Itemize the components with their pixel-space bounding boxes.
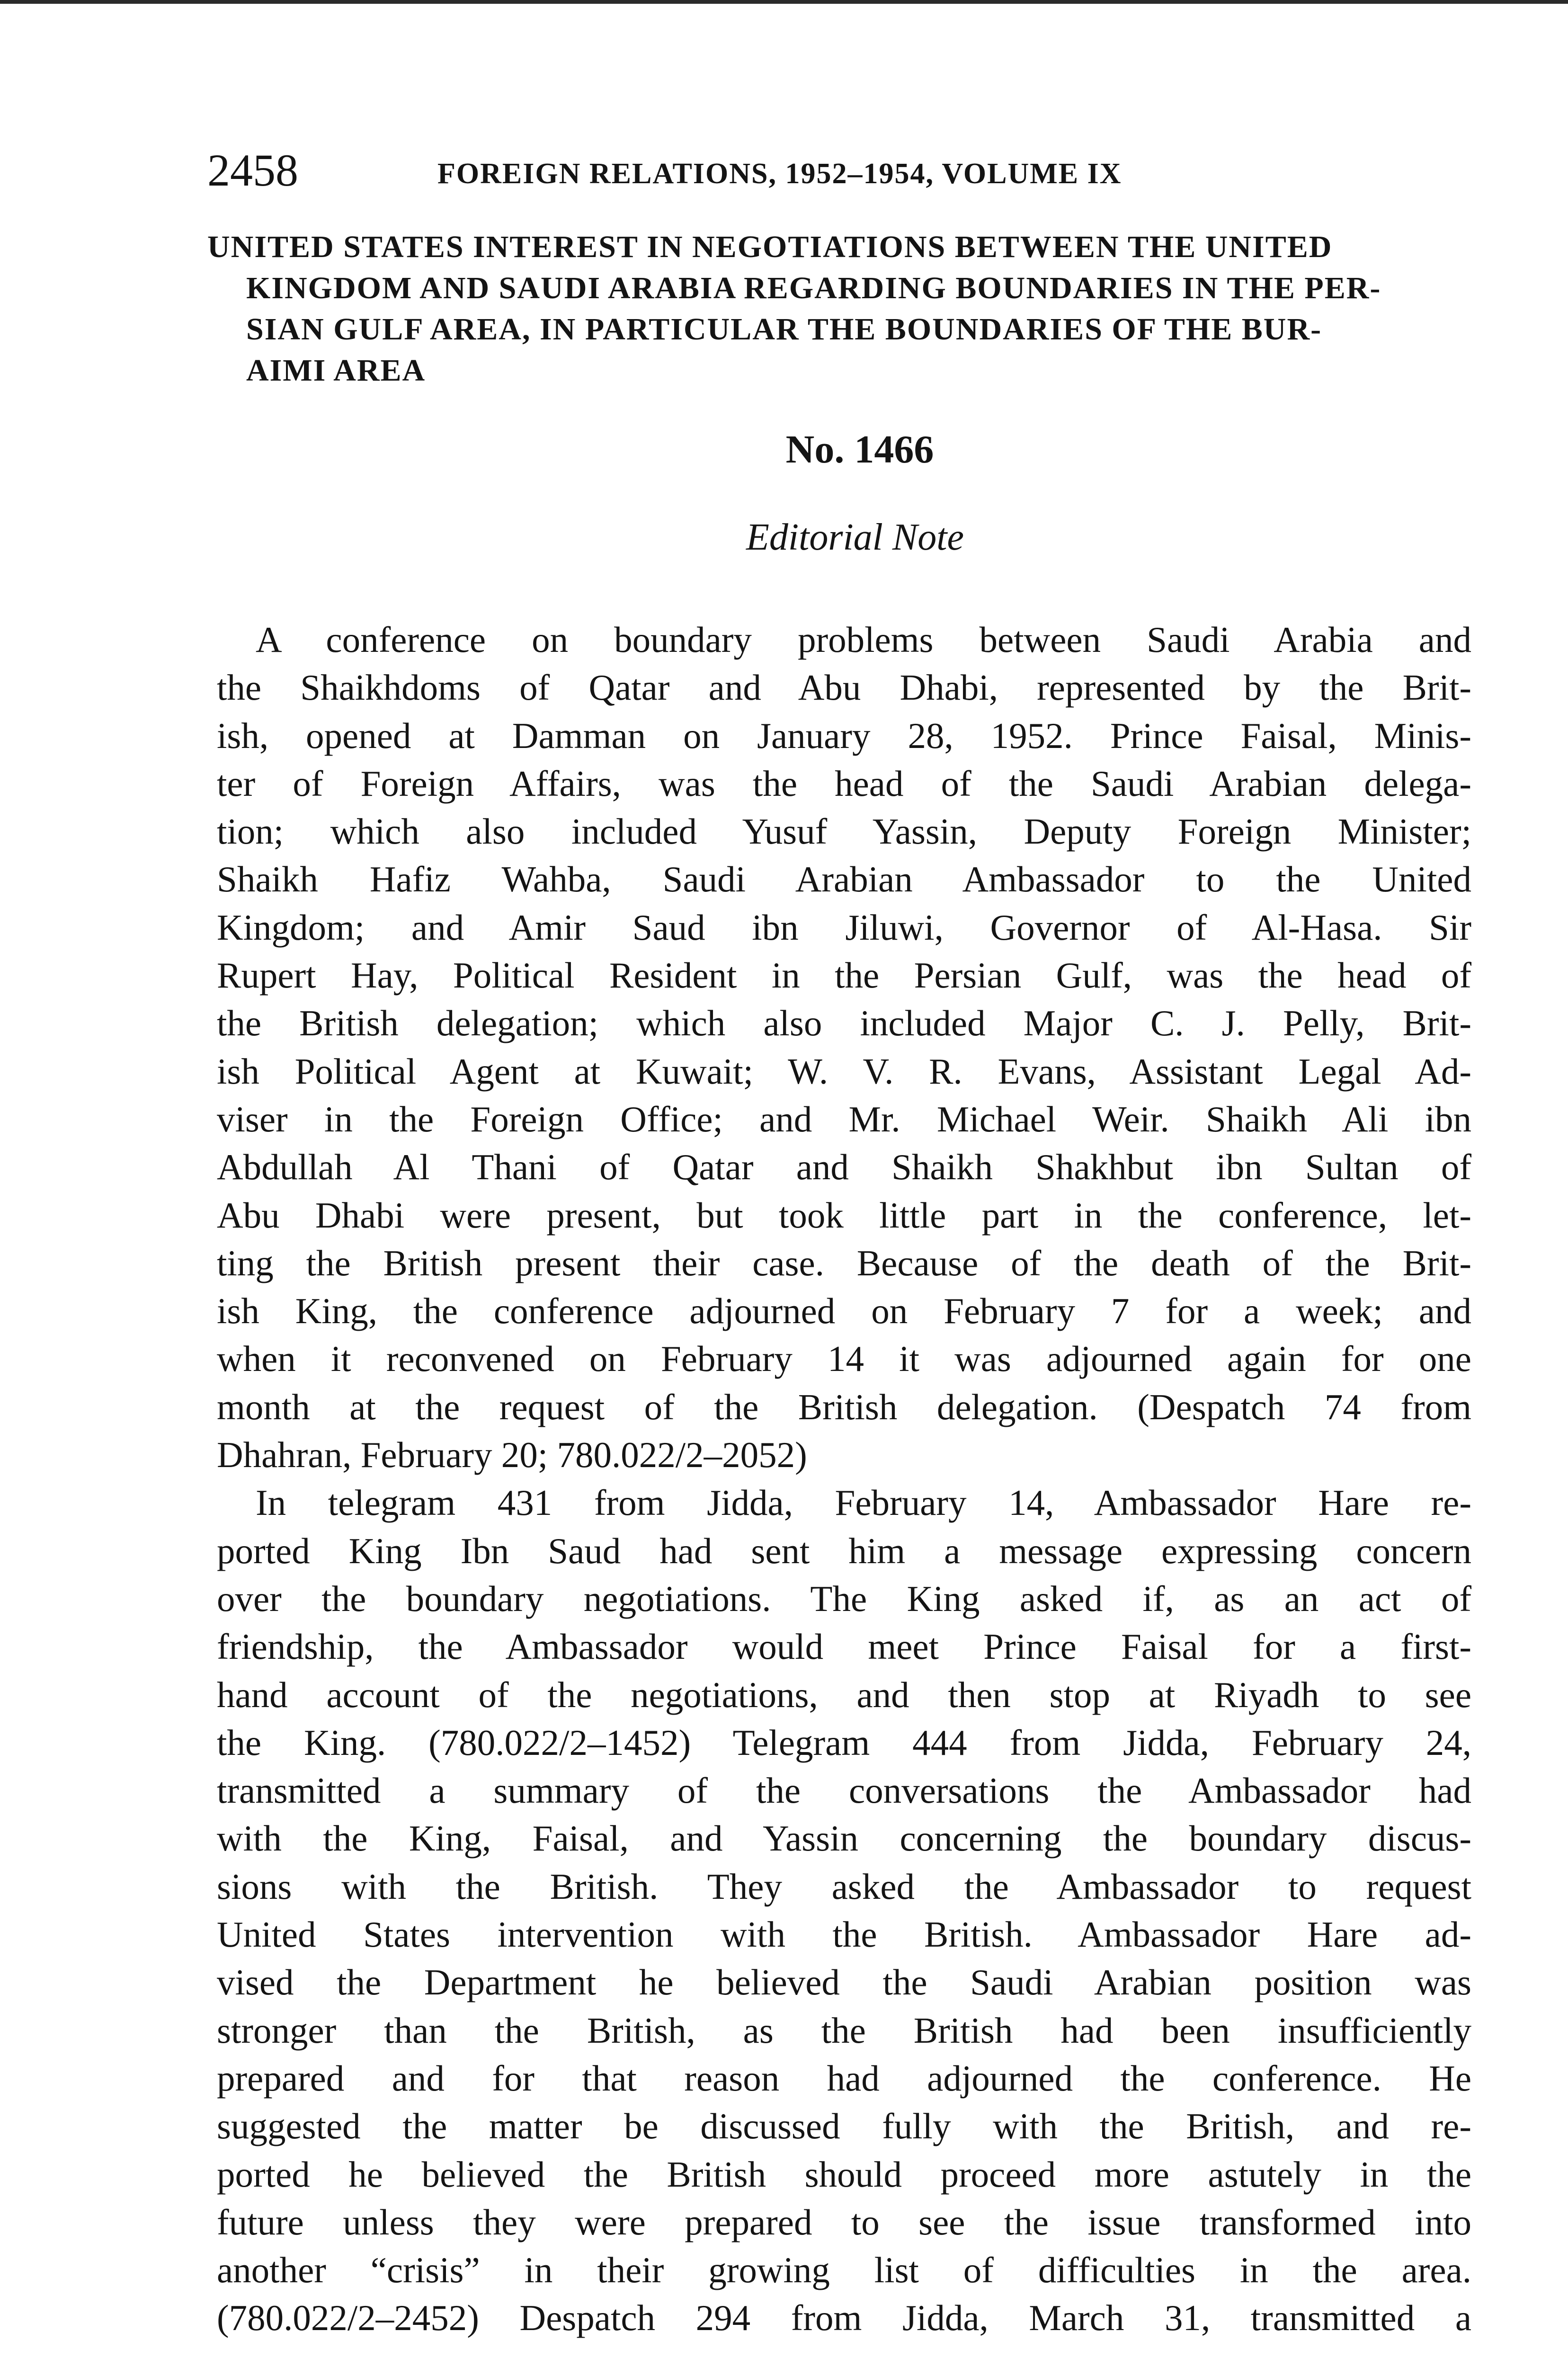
section-heading-line: UNITED STATES INTEREST IN NEGOTIATIONS BETWEEN THE UNITED	[207, 230, 1333, 264]
text-line: Shaikh Hafiz Wahba, Saudi Arabian Ambassador to the United	[217, 859, 1471, 900]
text-line: ported King Ibn Saud had sent him a message expressing concern	[217, 1530, 1471, 1571]
paragraph	[217, 1479, 1471, 2342]
text-line: United States intervention with the British. Ambassador Hare ad-	[217, 1914, 1471, 1955]
text-line: friendship, the Ambassador would meet Prince Faisal for a first-	[217, 1626, 1471, 1667]
text-line: when it reconvened on February 14 it was adjourned again for one	[217, 1338, 1471, 1379]
document-title: Editorial Note	[746, 516, 964, 558]
text-line: the King. (780.022/2–1452) Telegram 444 from Jidda, February 24,	[217, 1722, 1471, 1763]
text-line: another “crisis” in their growing list of difficulties in the area.	[217, 2250, 1471, 2291]
text-line: tion; which also included Yusuf Yassin, Deputy Foreign Minister;	[217, 811, 1471, 852]
text-line: the Shaikhdoms of Qatar and Abu Dhabi, represented by the Brit-	[217, 667, 1471, 708]
text-line: stronger than the British, as the British had been insufficiently	[217, 2010, 1471, 2051]
section-heading-line: SIAN GULF AREA, IN PARTICULAR THE BOUNDARIES OF THE BUR-	[246, 312, 1322, 347]
text-line: suggested the matter be discussed fully with the British, and re-	[217, 2106, 1471, 2147]
text-line: Dhahran, February 20; 780.022/2–2052)	[217, 1434, 807, 1476]
page-number: 2458	[207, 145, 298, 196]
running-title: FOREIGN RELATIONS, 1952–1954, VOLUME IX	[437, 158, 1122, 190]
text-line: A conference on boundary problems between Saudi Arabia and	[256, 619, 1471, 660]
text-line: Abu Dhabi were present, but took little part in the conference, let-	[217, 1194, 1471, 1236]
section-heading-line: AIMI AREA	[246, 353, 426, 388]
text-line: In telegram 431 from Jidda, February 14, Ambassador Hare re-	[256, 1482, 1471, 1523]
text-line: hand account of the negotiations, and then stop at Riyadh to see	[217, 1674, 1471, 1715]
running-head	[207, 144, 1486, 196]
text-line: sions with the British. They asked the Ambassador to request	[217, 1866, 1471, 1907]
text-line: Kingdom; and Amir Saud ibn Jiluwi, Governor of Al-Hasa. Sir	[217, 907, 1471, 948]
text-line: ish King, the conference adjourned on February 7 for a week; and	[217, 1290, 1471, 1332]
text-line: ting the British present their case. Because of the death of the Brit-	[217, 1242, 1471, 1283]
text-line: ported he believed the British should proceed more astutely in the	[217, 2153, 1471, 2195]
text-line: with the King, Faisal, and Yassin concerning the boundary discus-	[217, 1818, 1471, 1859]
text-line: transmitted a summary of the conversations the Ambassador had	[217, 1770, 1471, 1811]
text-line: month at the request of the British delegation. (Despatch 74 from	[217, 1386, 1471, 1427]
document-number: No. 1466	[785, 427, 934, 472]
text-line: future unless they were prepared to see the issue transformed into	[217, 2201, 1471, 2242]
text-line: ish Political Agent at Kuwait; W. V. R. Evans, Assistant Legal Ad-	[217, 1050, 1471, 1092]
text-line: (780.022/2–2452) Despatch 294 from Jidda, March 31, transmitted a	[217, 2297, 1471, 2339]
text-line: viser in the Foreign Office; and Mr. Michael Weir. Shaikh Ali ibn	[217, 1098, 1471, 1139]
body-text	[217, 616, 1471, 2342]
text-line: ter of Foreign Affairs, was the head of the Saudi Arabian delega-	[217, 763, 1471, 804]
section-heading	[207, 226, 1467, 391]
text-line: vised the Department he believed the Saudi Arabian position was	[217, 1962, 1471, 2003]
section-heading-line: KINGDOM AND SAUDI ARABIA REGARDING BOUNDARIES IN THE PER-	[246, 271, 1381, 305]
text-line: Abdullah Al Thani of Qatar and Shaikh Shakhbut ibn Sultan of	[217, 1147, 1471, 1188]
paragraph	[217, 616, 1471, 1479]
text-line: prepared and for that reason had adjourned the conference. He	[217, 2057, 1471, 2099]
scan-edge-rule	[0, 0, 1568, 4]
text-line: ish, opened at Damman on January 28, 1952. Prince Faisal, Minis-	[217, 715, 1471, 756]
text-line: over the boundary negotiations. The King asked if, as an act of	[217, 1578, 1471, 1619]
text-line: the British delegation; which also included Major C. J. Pelly, Brit-	[217, 1003, 1471, 1044]
text-line: Rupert Hay, Political Resident in the Persian Gulf, was the head of	[217, 955, 1471, 996]
